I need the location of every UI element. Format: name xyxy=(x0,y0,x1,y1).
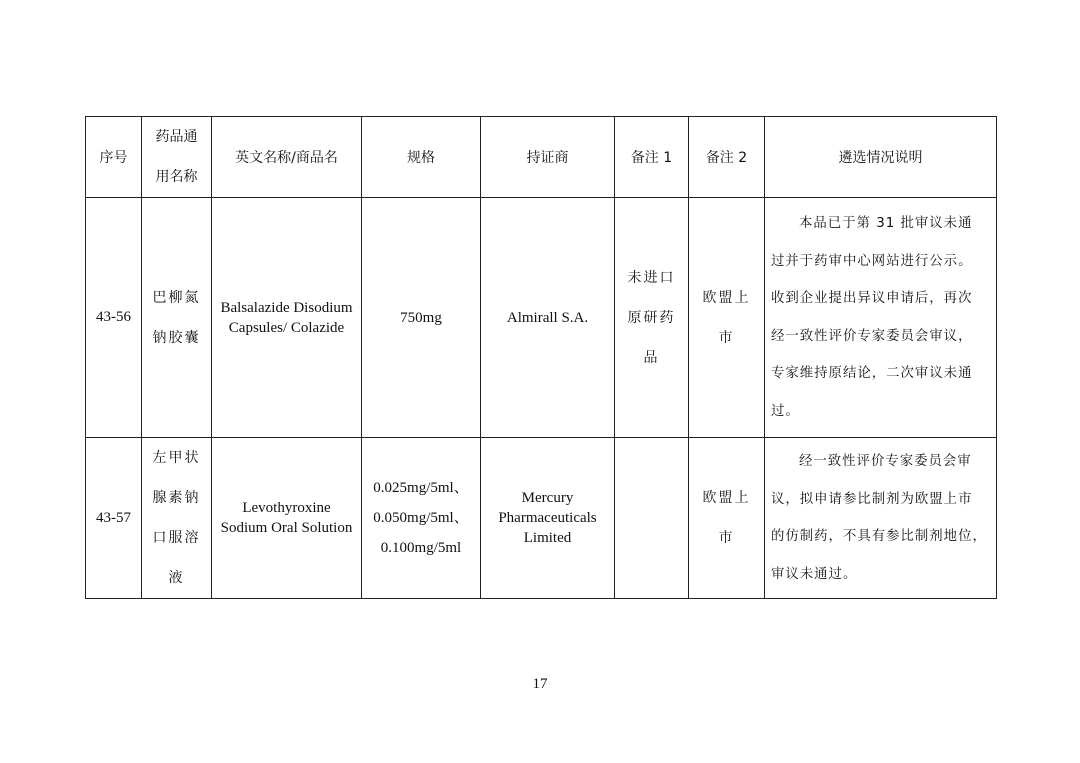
cell-line: 口服溶 xyxy=(152,530,201,546)
cell-line: 市 xyxy=(718,530,735,546)
cell-line xyxy=(771,443,990,481)
header-generic-name-line: 药品通 xyxy=(155,129,198,145)
cell-spec xyxy=(362,198,481,438)
cell-line: 750mg xyxy=(400,309,442,326)
cell-generic-name xyxy=(142,198,212,438)
cell-line-text: 本品已于第 31 批审议未通 xyxy=(799,216,973,231)
cell-english-name xyxy=(212,438,362,599)
cell-generic-name xyxy=(142,438,212,599)
cell-line: Almirall S.A. xyxy=(506,309,589,326)
cell-line: 未进口 xyxy=(627,269,676,286)
cell-review xyxy=(765,438,997,599)
header-generic-name-line: 用名称 xyxy=(155,169,198,185)
cell-line: 0.100mg/5ml xyxy=(380,540,462,556)
cell-line: 过。 xyxy=(771,403,800,419)
cell-line: 腺素钠 xyxy=(152,490,201,506)
cell-line: 液 xyxy=(168,570,185,586)
header-spec: 规格 xyxy=(362,117,481,198)
cell-line: 的仿制药，不具有参比制剂地位， xyxy=(771,529,987,544)
cell-holder xyxy=(481,438,615,599)
cell-remark2 xyxy=(689,438,765,599)
cell-line: 钠胶囊 xyxy=(152,329,201,346)
cell-line-text: 经一致性评价专家委员会审 xyxy=(799,454,972,469)
cell-line: 品 xyxy=(643,349,660,366)
cell-line: 巴柳氮 xyxy=(152,289,201,306)
cell-line xyxy=(771,205,990,243)
cell-line: Pharmaceuticals xyxy=(498,510,597,526)
table-header-row xyxy=(86,117,997,198)
cell-review xyxy=(765,198,997,438)
header-remark2: 备注 2 xyxy=(689,117,765,198)
cell-line: Sodium Oral Solution xyxy=(220,520,353,536)
table-row xyxy=(86,198,997,438)
cell-line: 市 xyxy=(718,329,735,346)
table-row xyxy=(86,438,997,599)
cell-remark1 xyxy=(615,198,689,438)
header-english-name: 英文名称/商品名 xyxy=(212,117,362,198)
cell-line: 议，拟申请参比制剂为欧盟上市 xyxy=(771,491,973,507)
cell-line: 0.025mg/5ml、 xyxy=(373,480,469,496)
cell-line: 专家维持原结论，二次审议未通 xyxy=(771,366,973,381)
cell-line: 审议未通过。 xyxy=(771,566,858,582)
cell-line: 收到企业提出异议申请后，再次 xyxy=(771,291,973,306)
cell-seq: 43-57 xyxy=(86,438,142,599)
cell-line: Capsules/ Colazide xyxy=(228,319,345,336)
cell-line: 经一致性评价专家委员会审议， xyxy=(771,328,973,344)
drug-review-table xyxy=(85,116,997,599)
cell-line: 欧盟上 xyxy=(702,490,751,506)
cell-spec xyxy=(362,438,481,599)
cell-remark2 xyxy=(689,198,765,438)
cell-line: 过并于药审中心网站进行公示。 xyxy=(771,253,973,269)
header-remark1: 备注 1 xyxy=(615,117,689,198)
cell-seq: 43-56 xyxy=(86,198,142,438)
cell-line: 左甲状 xyxy=(152,450,201,466)
cell-line: Levothyroxine xyxy=(242,500,331,516)
header-generic-name xyxy=(142,117,212,198)
page-number: 17 xyxy=(532,676,548,692)
cell-line: Balsalazide Disodium xyxy=(220,299,353,316)
cell-line: Limited xyxy=(523,530,572,546)
header-holder: 持证商 xyxy=(481,117,615,198)
cell-line: 原研药 xyxy=(627,309,676,326)
cell-holder xyxy=(481,198,615,438)
cell-line: 0.050mg/5ml、 xyxy=(373,510,469,526)
cell-english-name xyxy=(212,198,362,438)
header-seq: 序号 xyxy=(86,117,142,198)
cell-remark1 xyxy=(615,438,689,599)
cell-line: Mercury xyxy=(521,490,574,506)
header-review: 遴选情况说明 xyxy=(765,117,997,198)
cell-line: 欧盟上 xyxy=(702,289,751,306)
